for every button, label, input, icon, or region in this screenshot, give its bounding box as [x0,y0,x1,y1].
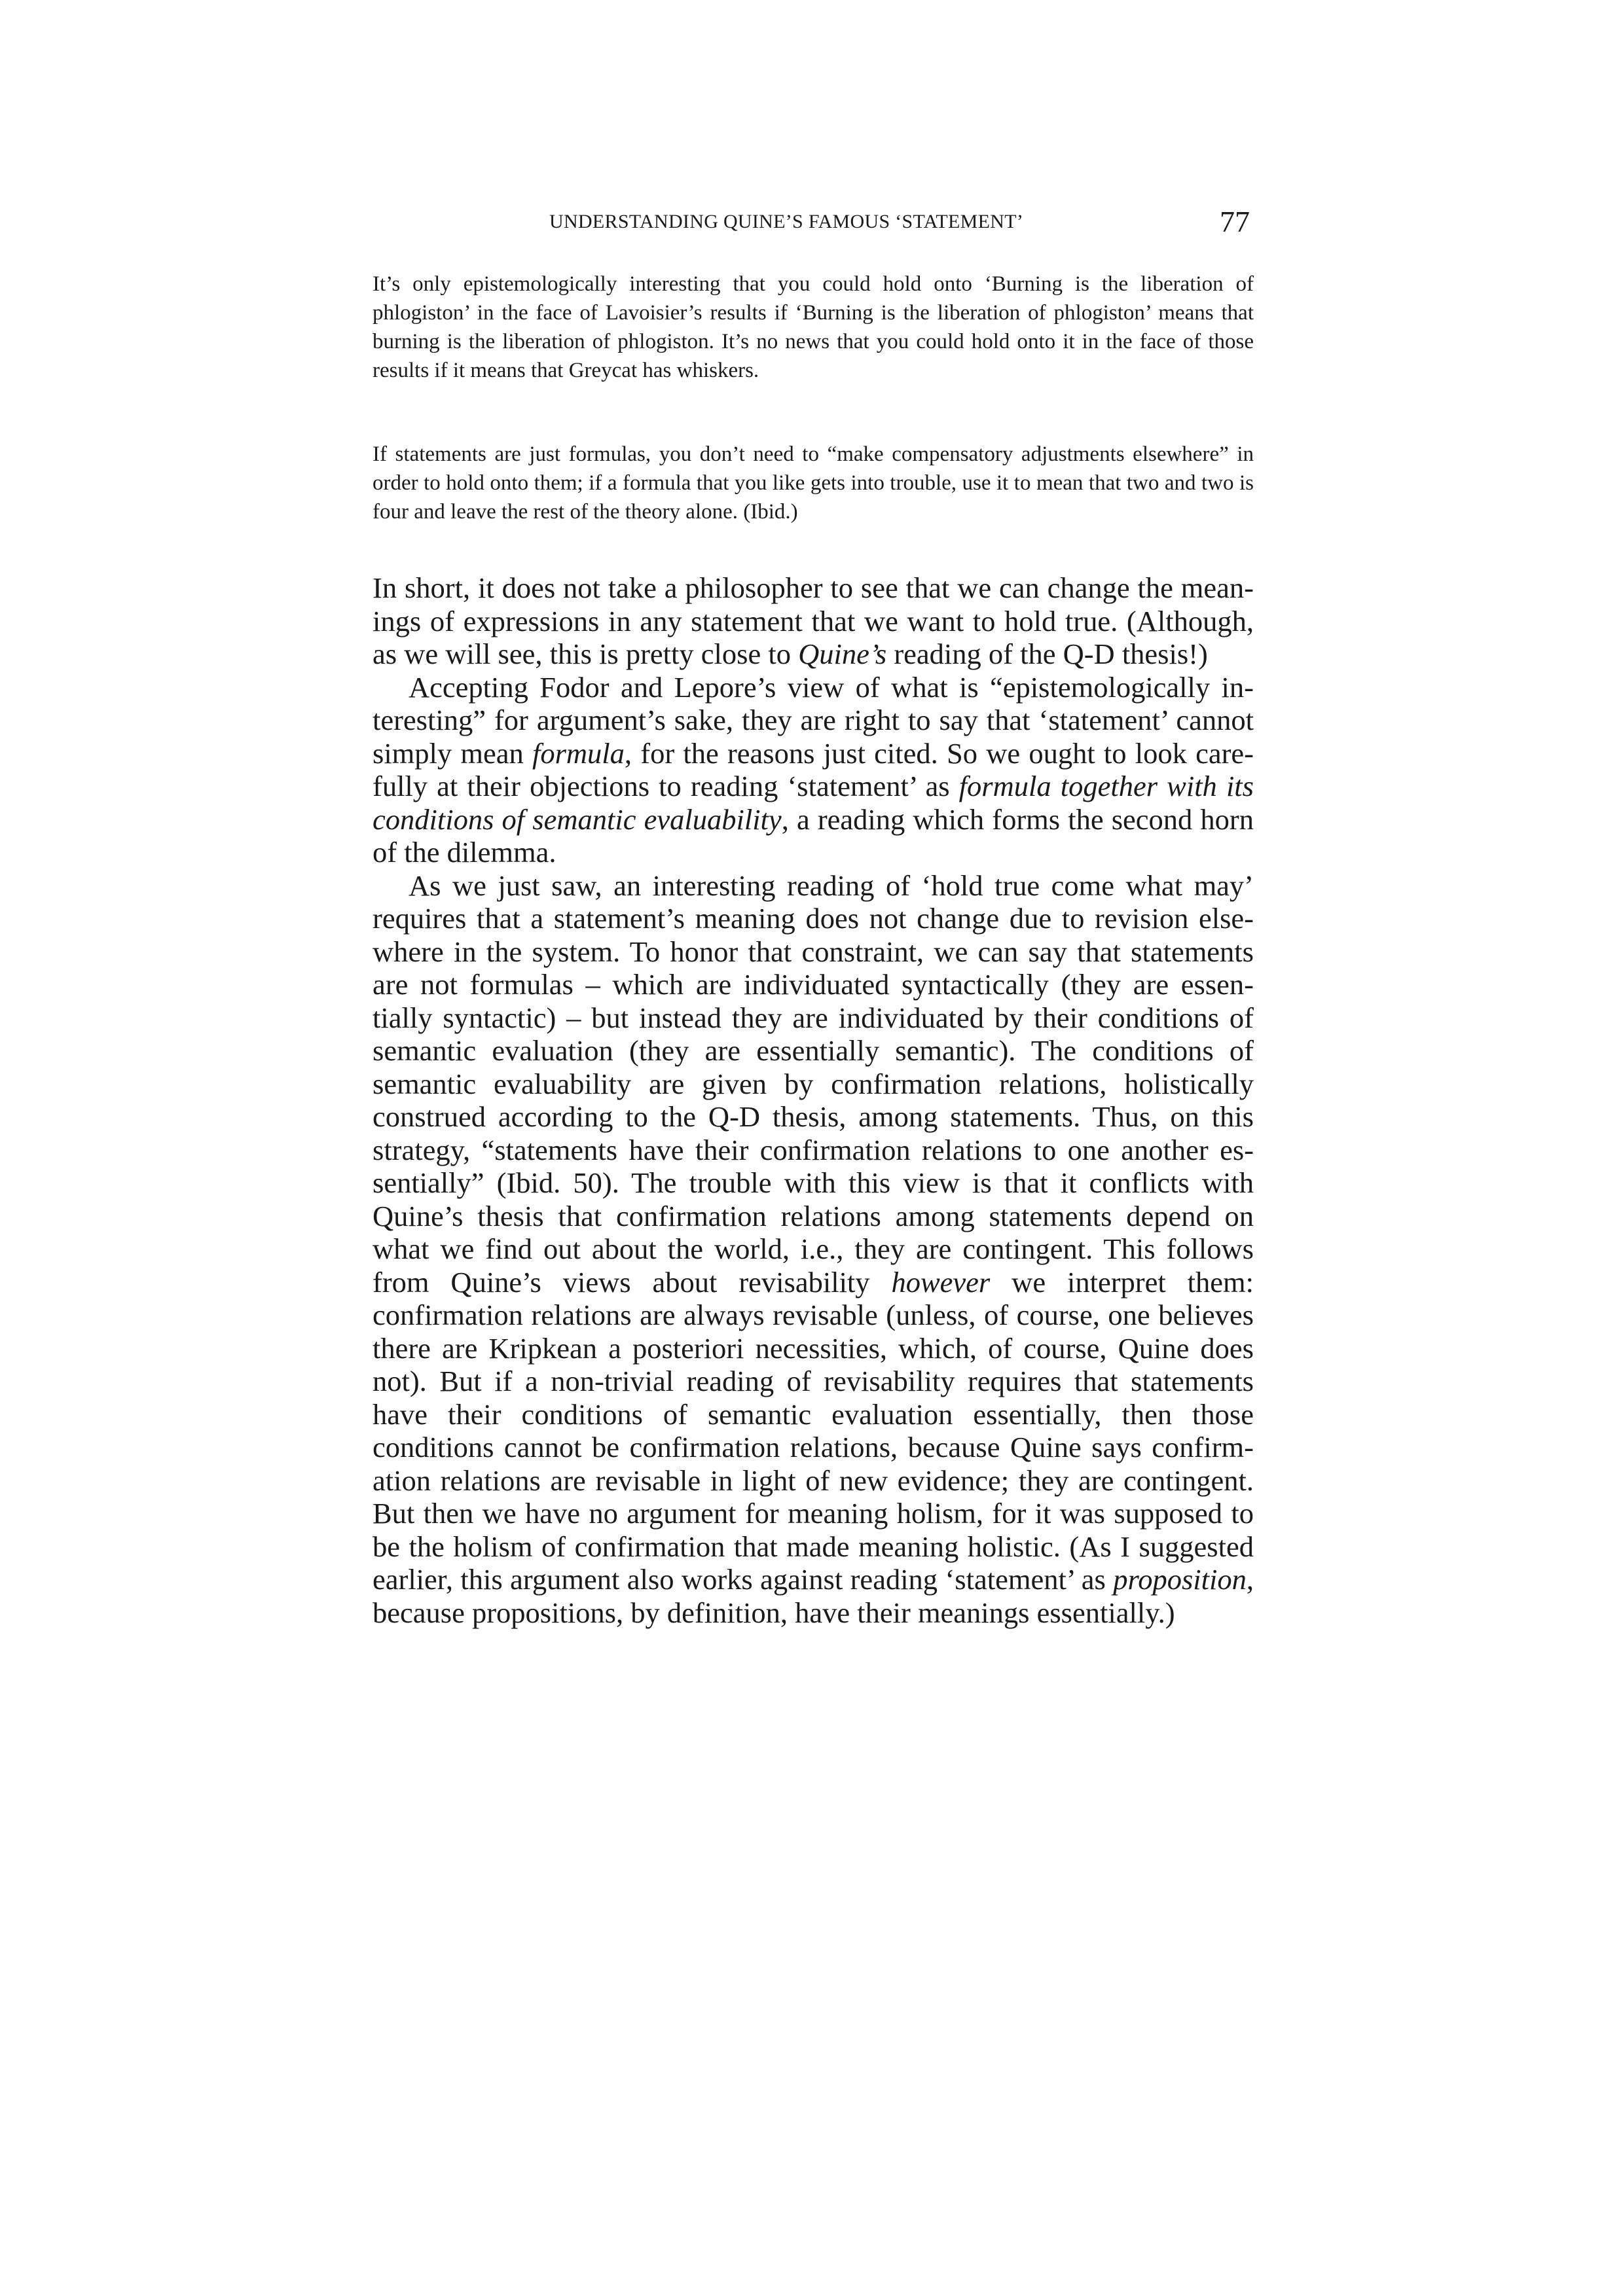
main-text [373,571,1254,1629]
paragraph-3-text-c: , because propositions, by definition, have their meanings essentially.) [373,1563,1254,1629]
paragraph-3-emphasis-2: proposition [1113,1563,1247,1596]
paragraph-1-text-b: reading of the Q-D thesis!) [886,637,1208,670]
paragraph-2-text-c: , a reading which forms the second horn of the dilemma. [373,802,1254,869]
paragraph-1 [373,571,1254,671]
paragraph-2-emphasis-1: formula [532,736,625,770]
paragraph-2-text-b: , for the reasons just cited. So we ought to look carefully at their objections to reading ‘statement’ as [373,736,1254,802]
page-number: 77 [1220,205,1250,238]
paragraph-3 [373,869,1254,1630]
paragraph-3-emphasis-1: however [891,1265,991,1299]
block-quote-1: It’s only epistemologically interesting that you could hold onto ‘Burning is the liberation of phlogiston’ in the face of Lavoisier’s results if ‘Burning is the liberation of phlogiston’ means that burning is the liberation of phlogiston. It’s no news that you could hold onto it in the face of those results if it means that Greycat has whiskers. [373,272,1254,382]
paragraph-3-text-a: As we just saw, an interesting reading of ‘hold true come what may’ requires that a statement’s meaning does not change due to revision elsewhere in the system. To honor that constraint, we can say that statements are not formulas – which are individuated syntactically (they are essentially syntactic) – but instead they are individuated by their conditions of semantic evaluation (they are essentially semantic). The conditions of semantic evaluability are given by confirmation relations, holistically construed according to the Q-D thesis, among statements. Thus, on this strategy, “statements have their confirmation relations to one another essentially” (Ibid. 50). The trouble with this view is that it conflicts with Quine’s thesis that confirmation relations among statements depend on what we find out about the world, i.e., they are contingent. This follows from Quine’s views about revisability [373,869,1254,1299]
running-title: UNDERSTANDING QUINE’S FAMOUS ‘STATEMENT’ [549,211,1024,232]
paragraph-1-emphasis: Quine’s [798,637,887,670]
paragraph-3-text-b: we interpret them: confirmation relations are always revisable (unless, of course, one believes there are Kripkean a posteriori necessities, which, of course, Quine does not). But if a non-trivial reading of revisability requires that statements have their conditions of semantic evaluation essentially, then those conditions cannot be confirmation relations, because Quine says confirmation relations are revisable in light of new evidence; they are contingent. But then we have no argument for meaning holism, for it was supposed to be the holism of confirmation that made meaning holistic. (As I suggested earlier, this argument also works against reading ‘statement’ as [373,1265,1254,1596]
running-head [373,204,1254,238]
block-quote-2: If statements are just formulas, you don’t need to “make compensatory adjustments elsewhere” in order to hold onto them; if a formula that you like gets into trouble, use it to mean that two and two is four and leave the rest of the theory alone. (Ibid.) [373,442,1254,524]
paragraph-2 [373,671,1254,869]
paragraph-2-emphasis-2: formula together with its conditions of semantic evaluability [373,770,1254,836]
paragraph-1-text-a: In short, it does not take a philosopher to see that we can change the meanings of expressions in any statement that we want to hold true. (Although, as we will see, this is pretty close to [373,571,1254,670]
paragraph-2-text-a: Accepting Fodor and Lepore’s view of what is “epistemologically interesting” for argument’s sake, they are right to say that ‘statement’ cannot simply mean [373,670,1254,770]
